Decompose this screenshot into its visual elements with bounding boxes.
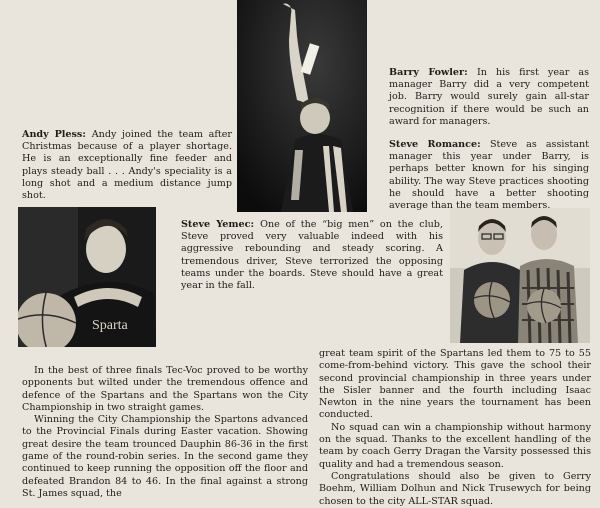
photo-steve-yemec-shooting-image (237, 0, 367, 212)
caption-steve-romance (389, 139, 589, 212)
photo-steve-yemec-shooting (237, 0, 367, 212)
article-paragraph: great team spirit of the Spartans led them to 75 to 55 come-from-behind victory. This gave the school their second provincial championship in three years under the Sisler banner and the fourth including Isaac Newton in the nine years the tournament has been conducted. (319, 348, 591, 421)
caption-barry-fowler-text: In his first year as manager Barry did a very competent job. Barry would surely gain all-star recognition if there would be such an award for managers. (389, 67, 589, 127)
caption-steve-yemec (181, 219, 443, 292)
caption-barry-fowler-name: Barry Fowler: (389, 67, 477, 78)
photo-andy-pless-image (18, 207, 156, 347)
caption-steve-yemec-name: Steve Yemec: (181, 219, 261, 230)
article-left-column (22, 365, 308, 500)
caption-andy-pless-name: Andy Pless: (22, 129, 92, 140)
article-right-column (319, 348, 591, 508)
photo-managers-image (450, 208, 590, 343)
article-paragraph: No squad can win a championship without harmony on the squad. Thanks to the excellent handling of the team by coach Gerry Dragan the Varsity possessed this quality and had a tremendous season. (319, 421, 591, 470)
caption-andy-pless (22, 129, 232, 202)
jersey-lettering-text: Sparta (92, 318, 128, 333)
caption-steve-romance-text: Steve as assistant manager this year under Barry, is perhaps better known for his singing ability. The way Steve practices shooting he should have a better shooting average than the team members. (389, 139, 589, 212)
article-paragraph: Winning the City Championship the Spartons advanced to the Provincial Finals during Easter vacation. Showing great desire the team trounced Dauphin 86-36 in the first game of the round-robin series. In the second game they continued to keep running the opposition off the floor and defeated Brandon 84 to 46. In the final against a strong St. James squad, the (22, 414, 308, 499)
caption-barry-fowler (389, 67, 589, 128)
caption-steve-yemec-text: One of the “big men” on the club, Steve proved very valuable indeed with his aggressive rebounding and steady scoring. A tremendous driver, Steve terrorized the opposing teams under the boards. Steve should have a great year in the fall. (181, 219, 444, 292)
caption-andy-pless-text: Andy joined the team after Christmas because of a player shortage. He is an exceptionally fine feeder and plays steady ball . . . Andy's speciality is a long shot and a medium distance jump shot. (22, 129, 232, 202)
photo-andy-pless (18, 207, 156, 347)
photo-managers (450, 208, 590, 343)
article-paragraph: Congratulations should also be given to Gerry Boehm, William Dolhun and Nick Trusewych for being chosen to the city ALL-STAR squad. (319, 470, 591, 507)
article-paragraph: In the best of three finals Tec-Voc proved to be worthy opponents but wilted under the tremendous offence and defence of the Spartans and the Spartans won the City Championship in two straight games. (22, 365, 308, 413)
caption-steve-romance-name: Steve Romance: (389, 139, 490, 150)
